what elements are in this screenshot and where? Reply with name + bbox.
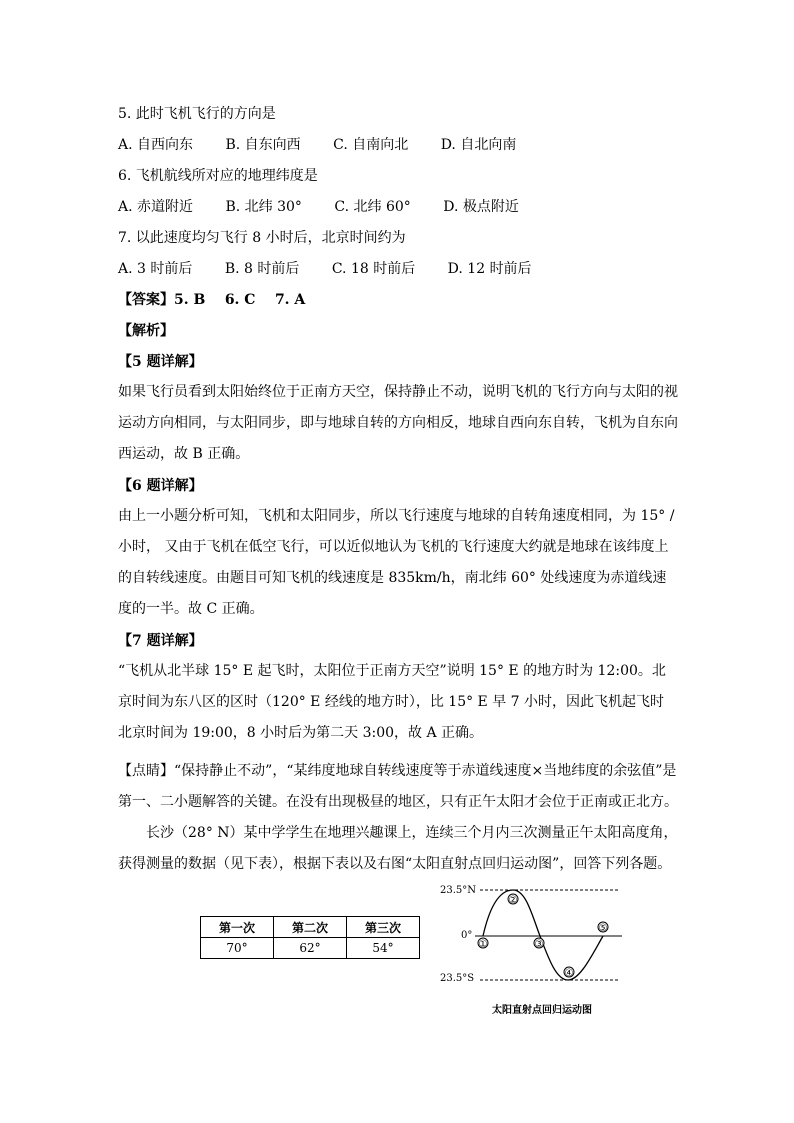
q6-option-c: C. 北纬 60° (334, 199, 411, 215)
q7-option-c: C. 18 时前后 (331, 261, 416, 277)
point-2-label: ② (508, 895, 518, 906)
table-header-cell: 第一次 (201, 917, 274, 938)
measurement-table (200, 916, 420, 959)
q5-option-c: C. 自南向北 (333, 137, 409, 153)
table-cell: 70° (201, 938, 274, 959)
q7-option-d: D. 12 时前后 (447, 261, 532, 277)
sine-curve (483, 890, 603, 980)
answer-line: 【答案】5. B 6. C 7. A (118, 292, 306, 308)
label-equator: 0° (461, 930, 473, 941)
q5-stem: 5. 此时飞机飞行的方向是 (118, 106, 276, 122)
sun-direct-point-diagram (470, 880, 630, 990)
point-1-label: ① (478, 939, 488, 950)
detail-5-text: 如果飞行员看到太阳始终位于正南方天空，保持静止不动，说明飞机的飞行方向与太阳的视运动方向相同，与太阳同步，即与地球自转的方向相反，地球自西向东自转，飞机为自东向西运动，故 B 正确。 (118, 384, 678, 462)
table-cell: 62° (274, 938, 347, 959)
q6-option-a: A. 赤道附近 (118, 199, 194, 215)
diagram-caption: 太阳直射点回归运动图 (492, 1005, 592, 1016)
q5-option-d: D. 自北向南 (440, 137, 517, 153)
q6-stem: 6. 飞机航线所对应的地理纬度是 (118, 168, 318, 184)
q6-option-d: D. 极点附近 (443, 199, 519, 215)
intro-paragraph: 长沙（28° N）某中学学生在地理兴趣课上，连续三个月内三次测量正午太阳高度角，获得测量的数据（见下表），根据下表以及右图“太阳直射点回归运动图”，回答下列各题。 (118, 825, 678, 872)
table-header-row (201, 917, 420, 938)
point-3-label: ③ (534, 939, 544, 950)
table-row (201, 938, 420, 959)
label-23-5-n: 23.5°N (440, 885, 477, 896)
q5-option-a: A. 自西向东 (118, 137, 194, 153)
q6-option-b: B. 北纬 30° (225, 199, 302, 215)
table-header-cell: 第三次 (347, 917, 420, 938)
detail-7-text: “飞机从北半球 15° E 起飞时，太阳位于正南方天空”说明 15° E 的地方时为 12:00。北京时间为东八区的区时（120° E 经线的地方时），比 15° E 早 7 小时，因此飞机起飞时北京时间为 19:00，8 小时后为第二天 3:00，故 A 正确。 (118, 663, 666, 741)
table-header-cell: 第二次 (274, 917, 347, 938)
label-23-5-s: 23.5°S (440, 973, 475, 984)
detail-6-heading: 【6 题详解】 (118, 478, 203, 494)
detail-5-heading: 【5 题详解】 (118, 354, 203, 370)
table-cell: 54° (347, 938, 420, 959)
point-4-label: ④ (564, 968, 574, 979)
q7-options (118, 260, 560, 278)
point-5-label: ⑤ (598, 923, 608, 934)
q7-option-b: B. 8 时前后 (224, 261, 300, 277)
q5-option-b: B. 自东向西 (225, 137, 301, 153)
q7-stem: 7. 以此速度均匀飞行 8 小时后，北京时间约为 (118, 230, 406, 246)
q5-options (118, 136, 544, 154)
tip-paragraph: 【点睛】“保持静止不动”，“某纬度地球自转线速度等于赤道线速度×当地纬度的余弦值”是第一、二小题解答的关键。在没有出现极昼的地区，只有正午太阳才会位于正南或正北方。 (118, 763, 678, 810)
detail-6-text: 由上一小题分析可知，飞机和太阳同步，所以飞行速度与地球的自转角速度相同，为 15° /小时， 又由于飞机在低空飞行，可以近似地认为飞机的飞行速度大约就是地球在该纬度上的自转线速度。由题目可知飞机的线速度是 835km/h，南北纬 60° 处线速度为赤道线速度的一半。故 C 正确。 (118, 508, 675, 617)
q6-options (118, 198, 547, 216)
detail-7-heading: 【7 题详解】 (118, 633, 203, 649)
analysis-heading: 【解析】 (118, 323, 174, 339)
q7-option-a: A. 3 时前后 (118, 261, 193, 277)
